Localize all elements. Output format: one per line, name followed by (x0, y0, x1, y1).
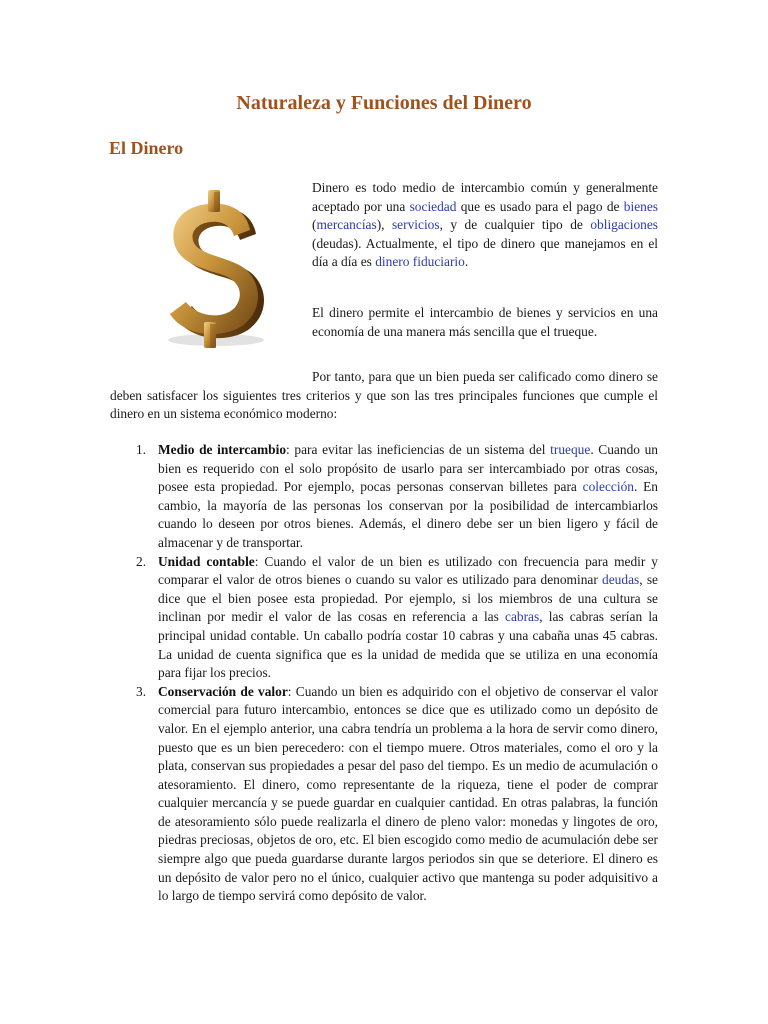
text: , se dice que el bien posee esta propiedad. Por ejemplo, si los miembros de una cultura se inclinan por medir el valor de las cosas en referencia a las (158, 572, 658, 625)
link-deudas[interactable]: deudas (602, 572, 640, 588)
text: . Cuando un bien es requerido con el solo propósito de usarlo para ser intercambiado por otras cosas, posee esta propiedad. Por ejemplo, pocas personas conservan billetes para (158, 442, 658, 495)
text: . En cambio, la mayoría de las personas los conservan por la posibilidad de intercambiarlos cuando lo deseen por otros bienes. Además, el dinero debe ser un bien ligero y fácil de almacenar y de transportar. (158, 479, 658, 550)
intro-paragraph-3: Por tanto, para que un bien pueda ser calificado como dinero se deben satisfacer los siguientes tres criterios y que son las tres principales funciones que cumple el dinero en un sistema económico moderno: (110, 369, 658, 422)
list-number: 2. (136, 553, 147, 569)
text: . (464, 254, 469, 270)
text: , y de cualquier tipo de (439, 217, 591, 233)
intro-paragraph-1 (312, 179, 658, 272)
link-coleccion[interactable]: colección (582, 479, 634, 495)
document-title: Naturaleza y Funciones del Dinero (236, 92, 532, 114)
list-number: 1. (136, 442, 147, 457)
text: , las cabras serían la principal unidad contable. Un caballo podría costar 10 cabras y una cabaña unas 45 cabras. La unidad de cuenta significa que es la unidad de medida que se utiliza en una economía para fijar los precios. (158, 609, 658, 681)
function-term: Unidad contable (158, 553, 255, 569)
text: : para evitar las ineficiencias de un sistema del (286, 442, 551, 457)
link-obligaciones[interactable]: obligaciones (590, 217, 659, 233)
link-cabras[interactable]: cabras (505, 609, 540, 625)
text: : Cuando un bien es adquirido con el objetivo de conservar el valor comercial para futuro intercambio, entonces se dice que es utilizado como un depósito de valor. En el ejemplo anterior, una cabra tendría un problema a la hora de servir como dinero, puesto que es un bien perecedero: con el tiempo muere. Otros materiales, como el oro y la plata, conservan sus propiedades a pesar del paso del tiempo. Es un medio de acumulación o atesoramiento. El dinero, como representante de la riqueza, tiene el poder de comprar cualquier mercancía y se puede guardar en cualquier cantidad. En otras palabras, la función de atesoramiento sólo puede realizarla el dinero de pleno valor: monedas y lingotes de oro, piedras preciosas, objetos de oro, etc. El bien escogido como medio de acumulación debe ser siempre algo que pueda guardarse durante largos periodos sin que se deteriore. El dinero es un depósito de valor pero no el único, cualquier activo que mantenga su poder adquisitivo a lo largo de tiempo servirá como depósito de valor. (158, 683, 658, 904)
text: ), (376, 217, 392, 233)
link-bienes[interactable]: bienes (623, 198, 658, 214)
text: que es usado para el pago de (456, 198, 624, 214)
link-trueque[interactable]: trueque (550, 442, 591, 457)
list-number: 3. (136, 683, 147, 699)
text: (deudas). Actualmente, el tipo de dinero que manejamos en el día a día es (312, 235, 658, 270)
link-servicios[interactable]: servicios (391, 217, 440, 233)
list-item (136, 553, 658, 683)
section-heading: El Dinero (109, 138, 184, 158)
text: ( (312, 217, 317, 233)
text: Dinero es todo medio de intercambio común y generalmente aceptado por una (312, 180, 658, 214)
link-mercancias[interactable]: mercancías (316, 217, 377, 233)
list-item (136, 441, 658, 553)
intro-paragraph-2: El dinero permite el intercambio de bienes y servicios en una economía de una manera más sencilla que el trueque. (312, 305, 658, 339)
link-sociedad[interactable]: sociedad (409, 198, 457, 214)
dollar-sign-icon (148, 190, 278, 350)
text: : Cuando el valor de un bien es utilizado con frecuencia para medir y comparar el valor de otros bienes o cuando su valor es utilizado para denominar (158, 553, 658, 588)
function-term: Medio de intercambio (158, 442, 287, 457)
functions-list (110, 441, 658, 906)
link-dinero-fiduciario[interactable]: dinero fiduciario (375, 254, 465, 270)
list-item (136, 683, 658, 906)
function-term: Conservación de valor (158, 683, 288, 699)
